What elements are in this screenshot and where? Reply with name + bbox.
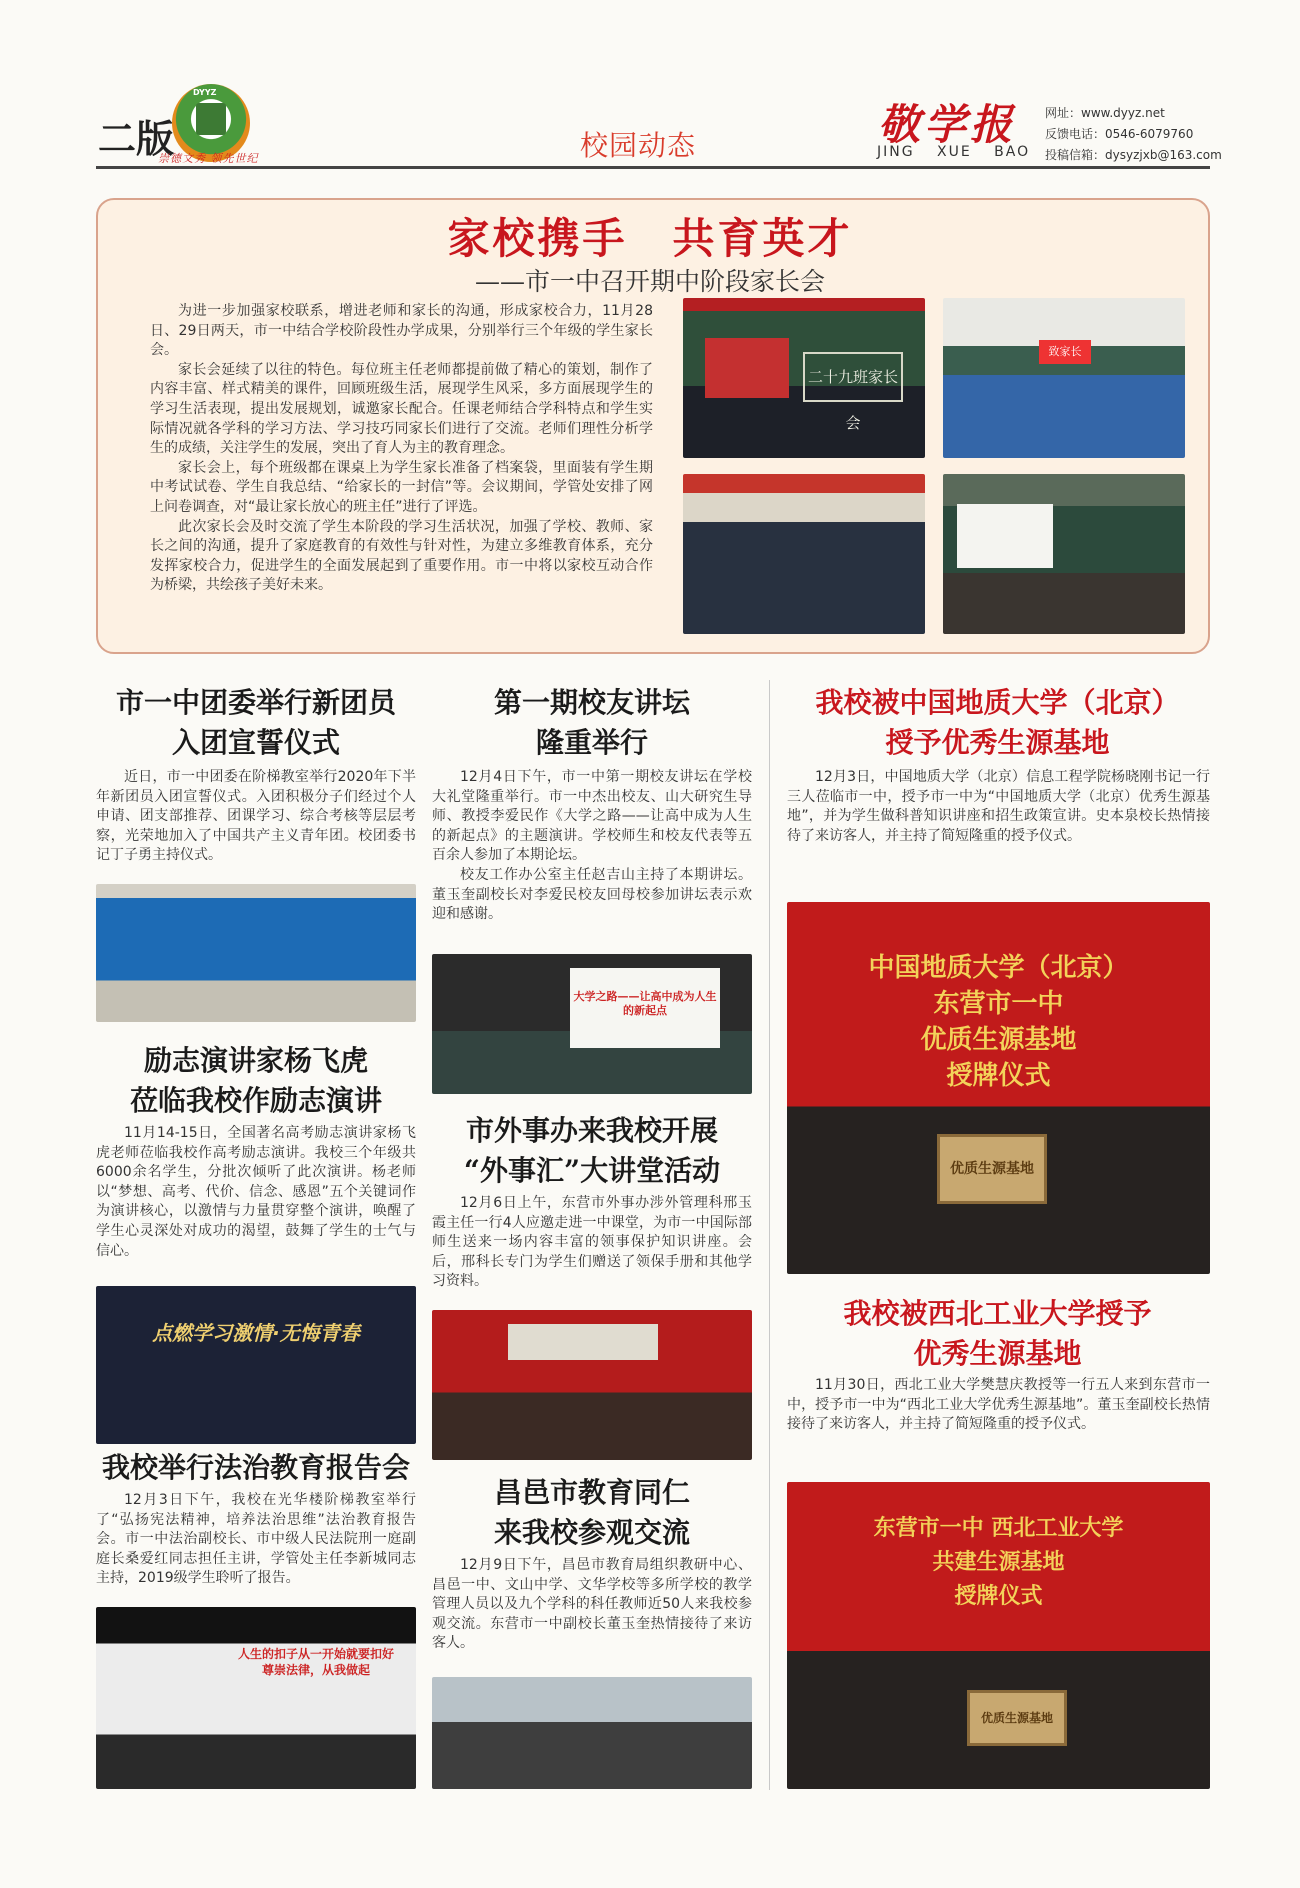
screen-text: 大学之路——让高中成为人生的新起点	[573, 990, 717, 1018]
feature-photo-classroom-3	[683, 474, 925, 634]
phone-number: 0546-6079760	[1105, 127, 1194, 141]
feature-paragraph: 为进一步加强家校联系，增进老师和家长的沟通，形成家校合力，11月28日、29日两天，市一中结合学校阶段性办学成果，分别举行三个年级的学生家长会。	[150, 303, 653, 359]
banner-line: 授牌仪式	[946, 1061, 1051, 1091]
article-paragraph: 12月9日下午，昌邑市教育局组织教研中心、昌邑一中、文山中学、文华学校等多所学校的教学管理人员以及九个学科的科任教师近50人来我校参观交流。东营市一中副校长董玉奎热情接待了来访客人。	[432, 1557, 752, 1652]
screen-caption: 致家长	[1039, 340, 1091, 364]
article-body-youth-league	[96, 768, 416, 866]
article-title-alumni-forum	[432, 683, 752, 763]
banner-line: 中国地质大学（北京）	[868, 953, 1129, 983]
title-line: 隆重举行	[535, 726, 648, 759]
banner-line: 优质生源基地	[920, 1025, 1077, 1055]
article-paragraph: 校友工作办公室主任赵吉山主持了本期讲坛。董玉奎副校长对李爱民校友回母校参加讲坛表示欢迎和感谢。	[432, 866, 752, 923]
feature-paragraph: 家长会延续了以往的特色。每位班主任老师都提前做了精心的策划，制作了内容丰富、样式精美的课件，回顾班级生活，展现学生风采，多方面展现学生的学习生活表现，提出发展规划，诚邀家长配合。任课老师结合学科特点和学生实际情况就各学科的学习方法、学习技巧同家长们进行了交流。老师们理性分析学生的成绩，关注学生的发展，突出了育人为主的教育理念。	[150, 361, 653, 457]
feature-paragraph: 家长会上，每个班级都在课桌上为学生家长准备了档案袋，里面装有学生期中考试试卷、学生自我总结、“给家长的一封信”等。会议期间，学管处安排了网上问卷调查，对“最让家长放心的班主任”进行了评选。	[150, 459, 653, 515]
article-title-speech	[96, 1041, 416, 1121]
article-body-cugb	[787, 768, 1210, 846]
slide-screen	[957, 504, 1053, 568]
title-line: 市一中团委举行新团员	[115, 686, 396, 719]
photo-alumni-lecture	[432, 954, 752, 1094]
photo-foreign-affairs-lecture	[432, 1310, 752, 1460]
article-paragraph: 近日，市一中团委在阶梯教室举行2020年下半年新团员入团宣誓仪式。入团积极分子们经过个人申请、团支部推荐、团课学习、综合考核等层层考察，光荣地加入了中国共产主义青年团。校团委书记丁子勇主持仪式。	[96, 769, 416, 864]
article-title-youth-league	[96, 683, 416, 763]
article-title-law-education: 我校举行法治教育报告会	[101, 1451, 410, 1484]
article-body-nwpu	[787, 1376, 1210, 1435]
article-paragraph: 12月3日，中国地质大学（北京）信息工程学院杨晓刚书记一行三人莅临市一中，授予市一中为“中国地质大学（北京）优秀生源基地”，并为学生做科普知识讲座和招生政策宣讲。史本泉校长热情接待了来访客人，并主持了简短隆重的授予仪式。	[787, 769, 1210, 844]
feature-photo-classroom-4	[943, 474, 1185, 634]
phone-label: 反馈电话：	[1045, 127, 1106, 141]
article-paragraph: 12月3日下午，我校在光华楼阶梯教室举行了“弘扬宪法精神，培养法治思维”法治教育报告会。市一中法治副校长、市中级人民法院刑一庭副庭长桑爱红同志担任主讲，学管处主任李新城同志主持，2019级学生聆听了报告。	[96, 1492, 416, 1587]
article-body-changyi-visit	[432, 1556, 752, 1654]
phone-line	[1045, 125, 1193, 142]
feature-body	[150, 302, 653, 596]
plaque: 优质生源基地	[937, 1134, 1047, 1204]
banner-text	[817, 1512, 1180, 1614]
title-line: 我校被西北工业大学授予	[843, 1297, 1152, 1330]
slide-text: 人生的扣子从一开始就要扣好 尊崇法律，从我做起	[237, 1647, 394, 1677]
article-paragraph: 12月6日上午，东营市外事办涉外管理科邢玉霞主任一行4人应邀走进一中课堂，为市一中国际部师生送来一场内容丰富的领事保护知识讲座。会后，邢科长专门为学生们赠送了领保手册和其他学习资料。	[432, 1195, 752, 1290]
banner-line: 共建生源基地	[932, 1550, 1065, 1575]
title-line: 优秀生源基地	[913, 1337, 1082, 1370]
article-body-speech	[96, 1124, 416, 1261]
chalkboard-caption: 二十九班家长会	[803, 352, 903, 402]
masthead-title: 敬学报	[878, 100, 1017, 149]
banner-line: 东营市一中	[933, 989, 1064, 1019]
photo-law-report	[96, 1607, 416, 1789]
website-label: 网址：	[1045, 106, 1082, 120]
edition-label: 二版	[98, 116, 175, 161]
article-title-nwpu	[785, 1294, 1210, 1374]
title-line: 第一期校友讲坛	[493, 686, 690, 719]
article-paragraph: 11月14-15日，全国著名高考励志演讲家杨飞虎老师莅临我校作高考励志演讲。我校三个年级共6000余名学生，分批次倾听了此次演讲。杨老师以“梦想、高考、代价、信念、感恩”五个关键词作为演讲核心，以激情与力量贯穿整个演讲，唤醒了学生心灵深处对成功的渴望，鼓舞了学生的士气与信心。	[96, 1125, 416, 1259]
school-logo-building-icon	[196, 103, 226, 135]
slide-screen	[705, 338, 789, 398]
article-title-foreign-affairs	[432, 1111, 752, 1191]
feature-paragraph: 此次家长会及时交流了学生本阶段的学习生活状况，加强了学校、教师、家长之间的沟通，提升了家庭教育的有效性与针对性，为建立多维教育体系，充分发挥家校合力，促进学生的全面发展起到了重要作用。市一中将以家校互动合作为桥梁，共绘孩子美好未来。	[150, 518, 653, 594]
article-title-changyi-visit	[432, 1473, 752, 1553]
banner-line: 授牌仪式	[954, 1584, 1043, 1609]
feature-photo-classroom-1	[683, 298, 925, 458]
email-link[interactable]: dysyzjxb@163.com	[1105, 148, 1222, 162]
photo-cugb-plaque	[787, 902, 1210, 1274]
website-link[interactable]: www.dyyz.net	[1081, 106, 1165, 120]
feature-title: 家校携手 共育英才	[447, 214, 853, 263]
title-line: 入团宣誓仪式	[171, 726, 340, 759]
photo-oath-ceremony	[96, 884, 416, 1022]
title-line: 励志演讲家杨飞虎	[143, 1044, 368, 1077]
website-line	[1045, 104, 1165, 121]
banner-text	[827, 950, 1170, 1094]
presentation-screen	[508, 1324, 658, 1360]
title-line: 来我校参观交流	[493, 1516, 690, 1549]
photo-visitors	[432, 1677, 752, 1789]
title-line: 我校被中国地质大学（北京）	[815, 686, 1180, 719]
article-body-foreign-affairs	[432, 1194, 752, 1292]
logo-text: DYYZ	[193, 88, 217, 97]
school-motto: 崇德文秀 领先世纪	[158, 152, 259, 165]
title-line: 市外事办来我校开展	[465, 1114, 718, 1147]
title-line: 昌邑市教育同仁	[493, 1476, 690, 1509]
title-line: 授予优秀生源基地	[885, 726, 1110, 759]
article-body-alumni-forum	[432, 768, 752, 925]
article-paragraph: 11月30日，西北工业大学樊慧庆教授等一行五人来到东营市一中，授予市一中为“西北工业大学优秀生源基地”。董玉奎副校长热情接待了来访客人，并主持了简短隆重的授予仪式。	[787, 1377, 1210, 1433]
email-label: 投稿信箱：	[1045, 148, 1106, 162]
plaque: 优质生源基地	[967, 1690, 1067, 1746]
feature-photo-classroom-2	[943, 298, 1185, 458]
email-line	[1045, 146, 1222, 163]
header-rule	[96, 166, 1210, 169]
article-body-law-education	[96, 1491, 416, 1589]
title-line: “外事汇”大讲堂活动	[463, 1154, 721, 1187]
section-title: 校园动态	[580, 129, 697, 162]
feature-subtitle: ——市一中召开期中阶段家长会	[474, 267, 825, 296]
stage-banner-text: 点燃学习激情·无悔青春	[152, 1321, 360, 1345]
banner-line: 东营市一中 西北工业大学	[873, 1516, 1124, 1541]
title-line: 莅临我校作励志演讲	[129, 1084, 382, 1117]
masthead-pinyin: JING XUE BAO	[877, 144, 1031, 160]
photo-stage-speech	[96, 1286, 416, 1444]
article-title-cugb	[785, 683, 1210, 763]
photo-nwpu-plaque	[787, 1482, 1210, 1789]
column-divider	[769, 680, 770, 1790]
article-paragraph: 12月4日下午，市一中第一期校友讲坛在学校大礼堂隆重举行。市一中杰出校友、山大研究生导师、教授李爱民作《大学之路——让高中成为人生的新起点》的主题演讲。学校师生和校友代表等五百余人参加了本期论坛。	[432, 769, 752, 864]
